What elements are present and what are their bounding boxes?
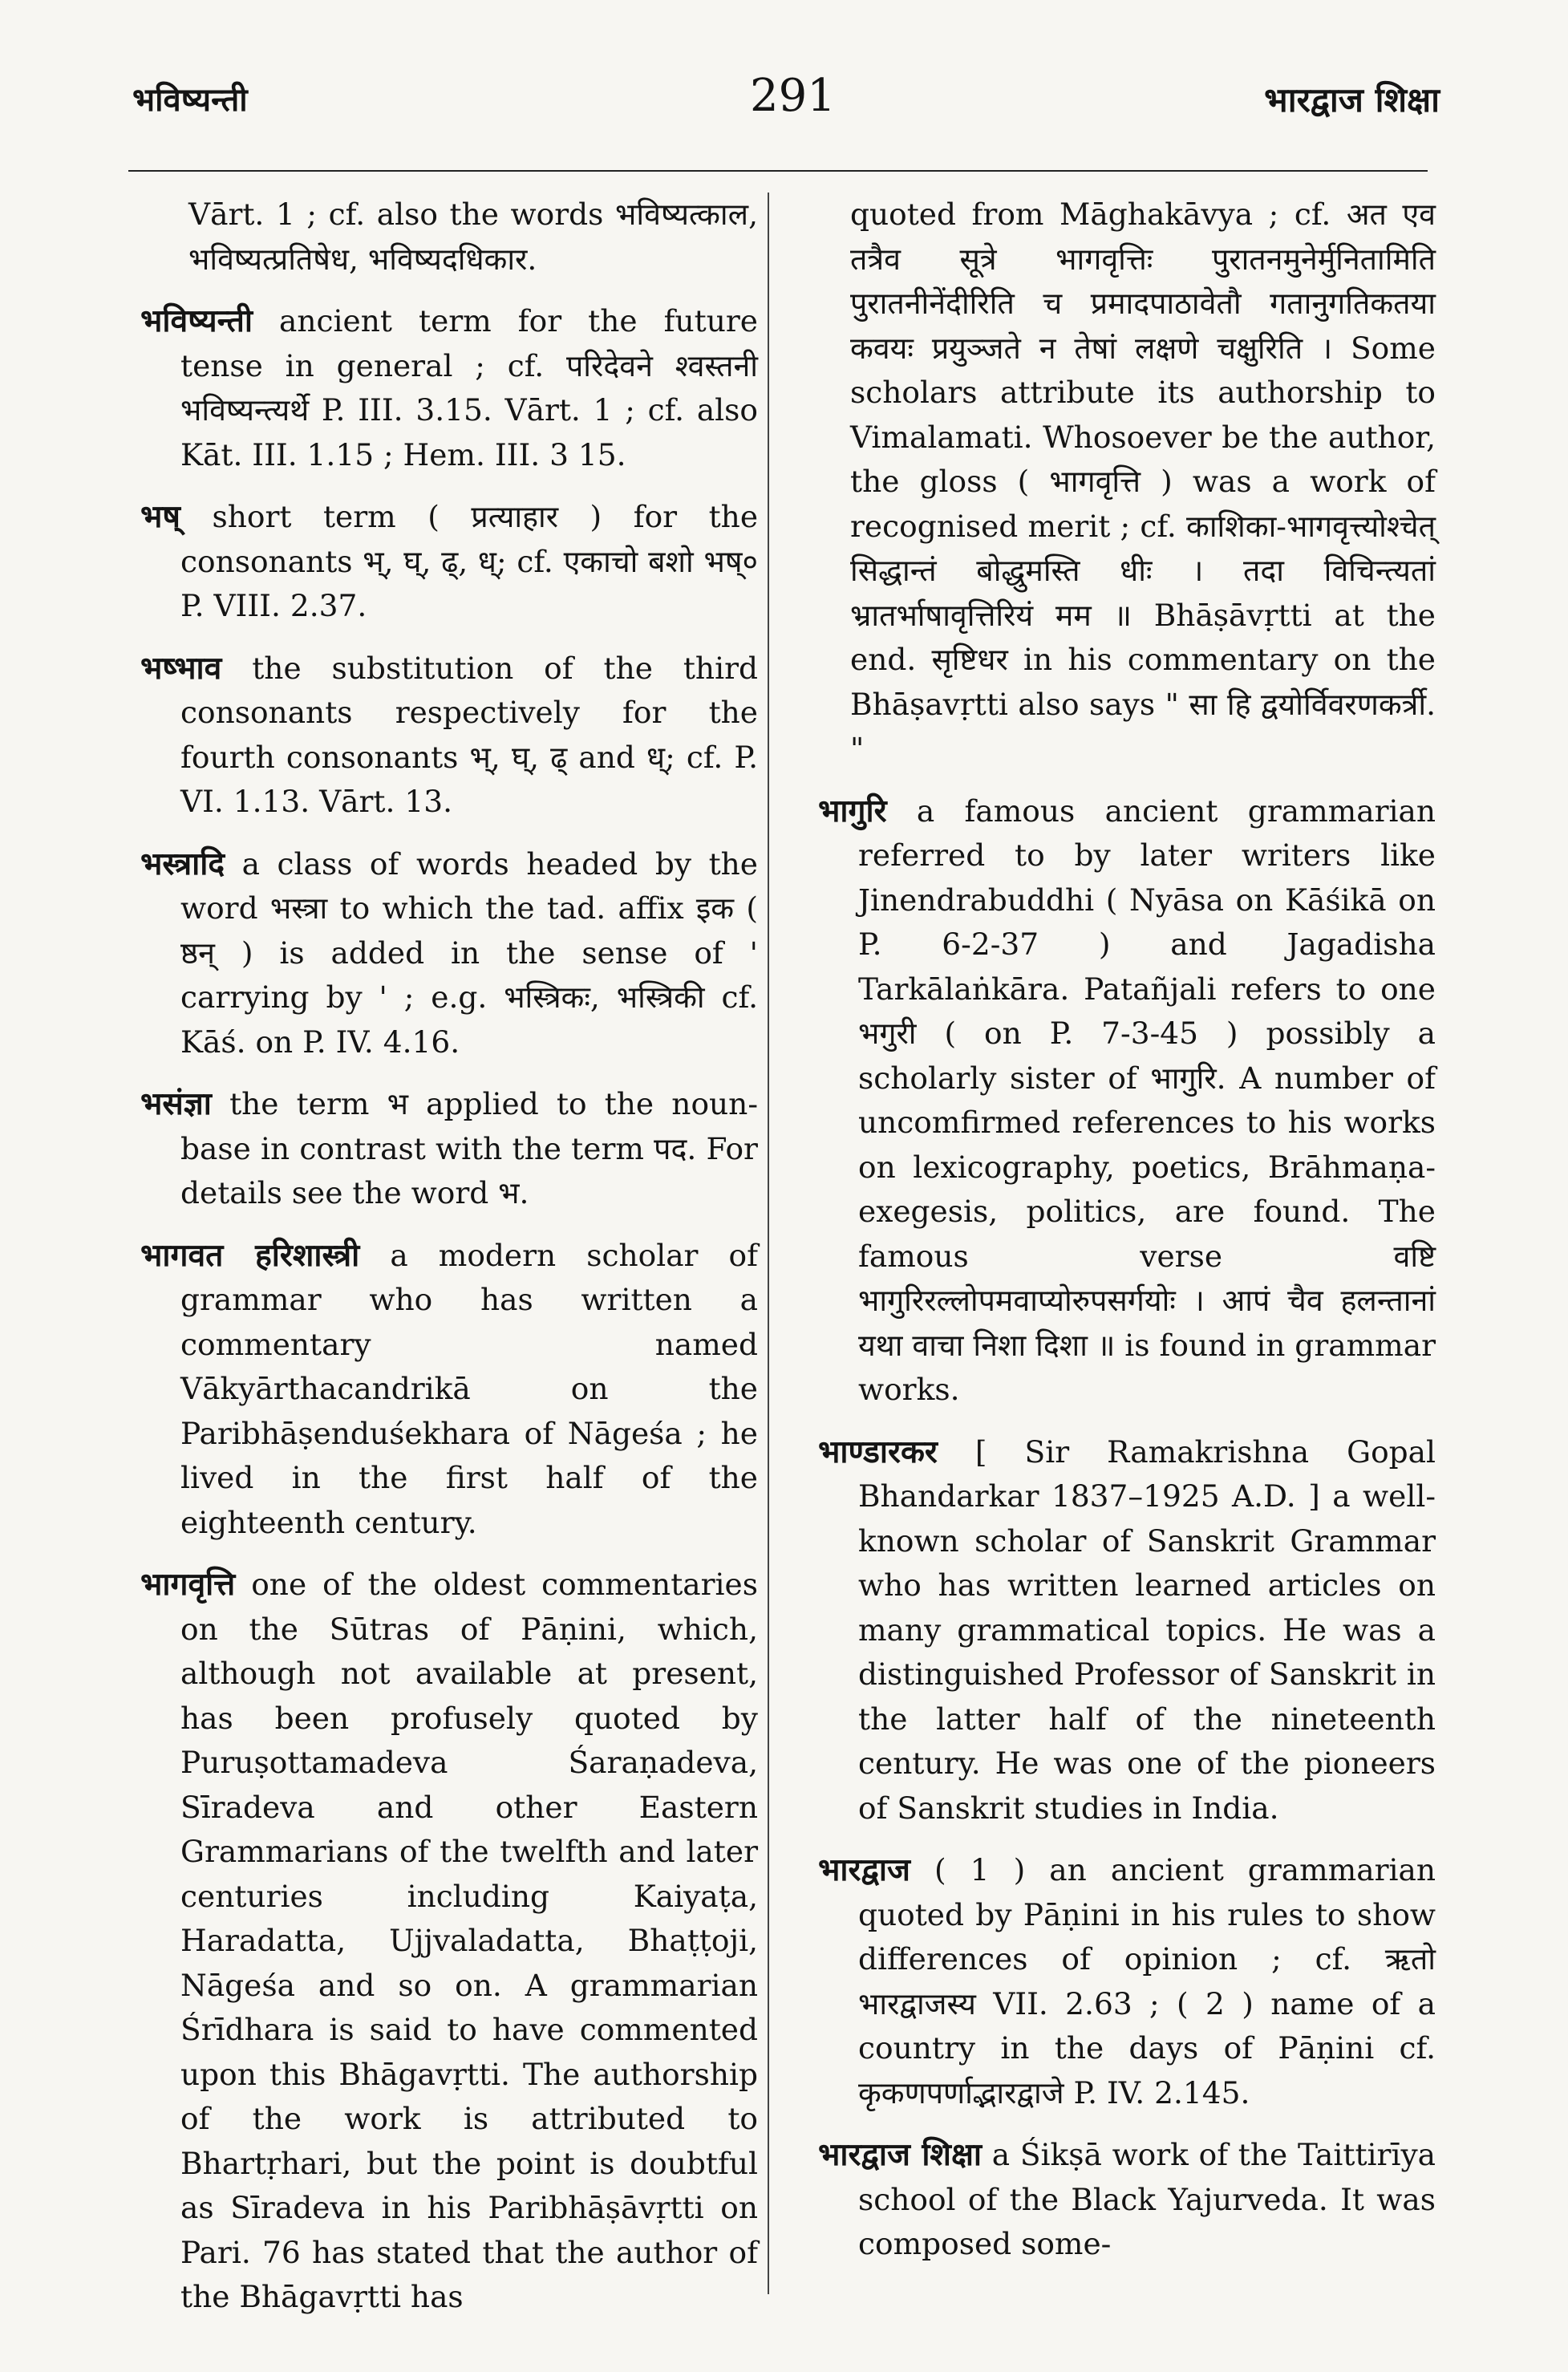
entry-bhagavata-harishastri: [140, 1234, 758, 1546]
right-column: [818, 193, 1436, 2285]
entry-text: Vārt. 1 ; cf. also the words भविष्यत्काल, भविष्यत्प्रतिषेध, भविष्यदधिकार.: [188, 197, 758, 277]
entry-headword: भष्: [140, 498, 180, 535]
entry-text: one of the oldest commentaries on the Sūtras of Pāṇini, which, although not available at present, has been profusely quoted by Puruṣottamadeva Śaraṇadeva, Sīradeva and other Eastern Grammarians of the twelfth and later centuries including Kaiyaṭa, Haradatta, Ujjvaladatta, Bhaṭṭoji, Nāgeśa and so on. A grammarian Śrīdhara is said to have commented upon this Bhāgavṛtti. The authorship of the work is attributed to Bhartṛhari, but the point is doubtful as Sīradeva in his Paribhāṣāvṛtti on Pari. 76 has stated that the author of the Bhāgavṛtti has: [180, 1567, 758, 2314]
entry-text: a modern scholar of grammar who has written a commentary named Vākyārthacandrikā on the Paribhāṣenduśekhara of Nāgeśa ; he lived in the first half of the eighteenth century.: [180, 1237, 758, 1540]
entry-headword: भारद्वाज: [818, 1851, 910, 1888]
entry-headword: भाण्डारकर: [818, 1433, 938, 1470]
running-head: [0, 70, 1568, 140]
entry-headword: भस्त्रादि: [140, 845, 225, 882]
entry-headword: भारद्वाज शिक्षा: [818, 2136, 983, 2173]
column-divider: [768, 193, 769, 2294]
entry-text: the substitution of the third consonants respectively for the fourth consonants भ्, घ्, ढ् and ध्; cf. P. VI. 1.13. Vārt. 13.: [180, 650, 758, 819]
entry-bhavishyanti: [140, 299, 758, 477]
entry-text: short term ( प्रत्याहार ) for the consonants भ्, घ्, ढ्, ध्; cf. एकाचो बशो भष्० P. VIII. 2.37.: [180, 499, 759, 623]
entry-bhaguri: [818, 789, 1436, 1413]
entry-text: ancient term for the future tense in general ; cf. परिदेवने श्वस्तनी भविष्यन्त्यर्थे P. III. 3.15. Vārt. 1 ; cf. also Kāt. III. 1.15 ; Hem. III. 3 15.: [180, 303, 758, 472]
entry-text: [ Sir Ramakrishna Gopal Bhandarkar 1837–1925 A.D. ] a well-known scholar of Sanskrit Grammar who has written learned articles on many grammatical topics. He was a distinguished Professor of Sanskrit in the latter half of the nineteenth century. He was one of the pioneers of Sanskrit studies in India.: [858, 1433, 1436, 1826]
entry-continuation: [818, 193, 1436, 772]
entry-headword: भसंज्ञा: [140, 1085, 212, 1122]
entry-headword: भष्भाव: [140, 649, 222, 687]
entry-text: a famous ancient grammarian referred to by later writers like Jinendrabuddhi ( Nyāsa on Kāśikā on P. 6-2-37 ) and Jagadisha Tarkālaṅkāra. Patañjali refers to one भगुरी ( on P. 7-3-45 ) possibly a scholarly sister of भागुरि. A number of uncomfirmed references to his works on lexicography, poetics, Brāhmaṇa-exegesis, politics, are found. The famous verse वष्टि भागुरिरल्लोपमवाप्योरुपसर्गयोः । आपं चैव हलन्तानां यथा वाचा निशा दिशा ॥ is found in grammar works.: [858, 793, 1436, 1407]
entry-headword: भविष्यन्ती: [140, 302, 253, 339]
page-number: 291: [750, 70, 836, 122]
entry-bhasamjna: [140, 1082, 758, 1216]
entry-text: the term भ applied to the noun-base in contrast with the term पद. For details see the word भ.: [180, 1086, 759, 1210]
running-head-left: भविष्यन्ती: [132, 81, 248, 119]
running-head-right: भारद्वाज शिक्षा: [1264, 80, 1440, 120]
entry-text: quoted from Māghakāvya ; cf. अत एव तत्रैव सूत्रे भागवृत्तिः पुरातनमुनेर्मुनितामिति पुरातनीनेंदीरिति च प्रमादपाठावेतौ गतानुगतिकतया कवयः प्रयुञ्जते न तेषां लक्षणे चक्षुरिति । Some scholars attribute its authorship to Vimalamati. Whosoever be the author, the gloss ( भागवृत्ति ) was a work of recognised merit ; cf. काशिका-भागवृत्त्योश्चेत् सिद्धान्तं बोद्धुमस्ति धीः । तदा विचिन्त्यतां भ्रातर्भाषावृत्तिरियं मम ॥ Bhāṣāvṛtti at the end. सृष्टिधर in his commentary on the Bhāṣavṛtti also says " सा हि द्वयोर्विवरणकर्त्री. ": [850, 197, 1436, 766]
entry-headword: भागुरि: [818, 792, 887, 829]
header-rule: [128, 170, 1428, 172]
entry-bhash: [140, 495, 758, 629]
left-column: [140, 193, 758, 2338]
entry-bhandarkar: [818, 1430, 1436, 1831]
entry-continuation: [140, 193, 758, 282]
entry-bhastradi: [140, 842, 758, 1065]
entry-bharadvaja-shiksha: [818, 2133, 1436, 2267]
entry-headword: भागवत हरिशास्त्री: [140, 1236, 360, 1274]
entry-bhashbhava: [140, 647, 758, 825]
entry-text: a Śikṣā work of the Taittirīya school of the Black Yajurveda. It was composed some-: [858, 2137, 1436, 2261]
entry-text: ( 1 ) an ancient grammarian quoted by Pāṇini in his rules to show differences of opinion ; cf. ऋतो भारद्वाजस्य VII. 2.63 ; ( 2 ) name of a country in the days of Pāṇini cf. कृकणपर्णाद्भारद्वाजे P. IV. 2.145.: [858, 1852, 1436, 2110]
entry-bharadvaja: [818, 1848, 1436, 2115]
entry-headword: भागवृत्ति: [140, 1566, 236, 1603]
entry-text: a class of words headed by the word भस्त्रा to which the tad. affix इक ( ष्ठन् ) is added in the sense of ' carrying by ' ; e.g. भस्त्रिकः, भस्त्रिकी cf. Kāś. on P. IV. 4.16.: [180, 845, 759, 1060]
entry-bhagavritti: [140, 1563, 758, 2320]
